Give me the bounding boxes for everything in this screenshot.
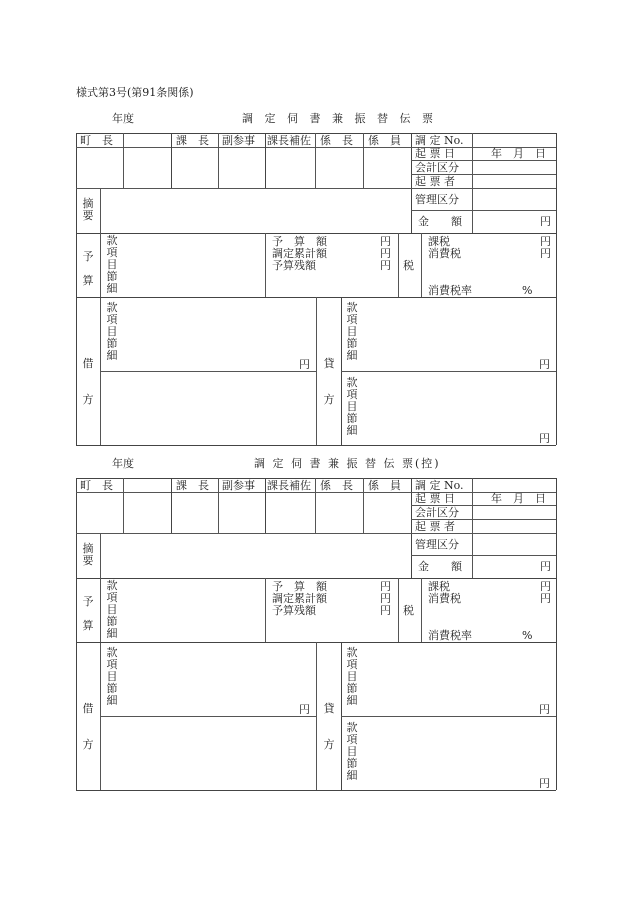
adjustment-no-field[interactable] (473, 479, 555, 491)
amount-label: 金 額 (418, 560, 462, 573)
summary-field[interactable] (101, 189, 410, 232)
stamp-box-assistant-chief[interactable] (266, 148, 314, 187)
grid-line (76, 233, 556, 234)
form-caption: 様式第3号(第91条関係) (76, 86, 194, 99)
approval-assistant-chief: 課長補佐 (267, 134, 311, 147)
issuer-label: 起 票 者 (415, 520, 455, 533)
grid-line (411, 210, 556, 211)
management-category-label: 管理区分 (415, 538, 459, 551)
budget-amount-label: 予 算 額 (272, 580, 327, 593)
approval-staff: 係 員 (368, 134, 401, 147)
stamp-box-deputy[interactable] (219, 148, 264, 187)
grid-line (411, 133, 412, 233)
approval-subsection-chief: 係 長 (320, 134, 353, 147)
tax-rate-label: 消費税率 (428, 284, 472, 297)
debit-extra-field[interactable] (101, 717, 315, 789)
budget-label: 予算 (82, 250, 94, 287)
remaining-label: 予算残額 (272, 604, 316, 617)
stamp-box-deputy[interactable] (219, 493, 264, 532)
debit-yen: 円 (299, 703, 310, 716)
tax-rate-label: 消費税率 (428, 629, 472, 642)
credit-items-label-1: 款項目節細 (346, 646, 358, 707)
management-category-field[interactable] (473, 189, 555, 209)
form-title: 調 定 伺 書 兼 振 替 伝 票 (242, 112, 437, 125)
amount-yen-unit: 円 (540, 560, 551, 573)
grid-line (316, 642, 317, 790)
grid-line (421, 233, 422, 297)
summary-label: 摘要 (82, 197, 94, 222)
taxable-yen: 円 (540, 235, 551, 248)
account-category-label: 会計区分 (415, 506, 459, 519)
stamp-box-mayor[interactable] (77, 148, 122, 187)
credit-yen-1: 円 (539, 703, 550, 716)
approval-subsection-chief: 係 長 (320, 479, 353, 492)
adjustment-no-label: 調 定 No. (415, 134, 464, 147)
approval-staff: 係 員 (368, 479, 401, 492)
stamp-box-subsection-chief[interactable] (316, 493, 362, 532)
issue-date-field[interactable]: 年 月 日 (491, 147, 546, 160)
form-title: 調 定 伺 書 兼 振 替 伝 票(控) (254, 457, 441, 470)
credit-yen-1: 円 (539, 358, 550, 371)
stamp-box-section-chief[interactable] (172, 148, 217, 187)
voucher-form-original (0, 0, 630, 445)
amount-yen-unit: 円 (540, 215, 551, 228)
issue-date-label: 起 票 日 (415, 492, 455, 505)
cumulative-label: 調定累計額 (272, 592, 327, 605)
budget-amount-label: 予 算 額 (272, 235, 327, 248)
credit-yen-2: 円 (539, 432, 550, 445)
budget-items-label: 款項目節細 (106, 234, 118, 295)
stamp-box-assistant-chief[interactable] (266, 493, 314, 532)
cumulative-yen: 円 (380, 592, 391, 605)
credit-label: 貸方 (323, 357, 335, 406)
credit-items-label-2: 款項目節細 (346, 376, 358, 437)
debit-items-label: 款項目節細 (106, 301, 118, 362)
remaining-label: 予算残額 (272, 259, 316, 272)
credit-entry-field-2[interactable] (360, 717, 536, 789)
issuer-field[interactable] (473, 175, 555, 187)
grid-line (123, 133, 124, 188)
account-category-field[interactable] (473, 506, 555, 518)
consumption-tax-label: 消費税 (428, 592, 461, 605)
taxable-label: 課税 (428, 580, 450, 593)
approval-assistant-chief: 課長補佐 (267, 479, 311, 492)
summary-label: 摘要 (82, 542, 94, 567)
fiscal-year-label: 年度 (112, 112, 134, 125)
tax-rate-percent: % (522, 629, 533, 642)
account-category-field[interactable] (473, 161, 555, 173)
consumption-tax-yen: 円 (540, 247, 551, 260)
tax-label: 税 (403, 259, 414, 272)
approval-section-chief: 課 長 (176, 479, 209, 492)
grid-line (265, 233, 266, 297)
grid-line (421, 578, 422, 642)
issue-date-label: 起 票 日 (415, 147, 455, 160)
border-right (556, 478, 557, 790)
taxable-label: 課税 (428, 235, 450, 248)
approval-deputy: 副参事 (222, 479, 255, 492)
grid-line (76, 578, 556, 579)
credit-yen-2: 円 (539, 777, 550, 790)
stamp-box-section-chief[interactable] (172, 493, 217, 532)
credit-entry-field-1[interactable] (360, 643, 536, 715)
budget-items-label: 款項目節細 (106, 579, 118, 640)
remaining-yen: 円 (380, 604, 391, 617)
border-bottom (76, 790, 556, 791)
debit-entry-field[interactable] (120, 643, 296, 715)
cumulative-label: 調定累計額 (272, 247, 327, 260)
taxable-yen: 円 (540, 580, 551, 593)
credit-items-label-1: 款項目節細 (346, 301, 358, 362)
credit-label: 貸方 (323, 702, 335, 751)
amount-label: 金 額 (418, 215, 462, 228)
issuer-label: 起 票 者 (415, 175, 455, 188)
tax-label: 税 (403, 604, 414, 617)
debit-items-label: 款項目節細 (106, 646, 118, 707)
stamp-box-subsection-chief[interactable] (316, 148, 362, 187)
remaining-yen: 円 (380, 259, 391, 272)
account-category-label: 会計区分 (415, 161, 459, 174)
approval-mayor: 町 長 (80, 479, 113, 492)
management-category-label: 管理区分 (415, 193, 459, 206)
adjustment-no-label: 調 定 No. (415, 479, 464, 492)
fiscal-year-label: 年度 (112, 457, 134, 470)
approval-mayor: 町 長 (80, 134, 113, 147)
issue-date-field[interactable]: 年 月 日 (491, 492, 546, 505)
approval-deputy: 副参事 (222, 134, 255, 147)
stamp-box-staff[interactable] (364, 148, 410, 187)
stamp-box-staff[interactable] (364, 493, 410, 532)
cumulative-yen: 円 (380, 247, 391, 260)
adjustment-no-field[interactable] (473, 134, 555, 146)
budget-amount-yen: 円 (380, 580, 391, 593)
stamp-box-mayor[interactable] (77, 493, 122, 532)
debit-label: 借方 (82, 357, 94, 406)
approval-section-chief: 課 長 (176, 134, 209, 147)
grid-line (411, 555, 556, 556)
grid-line (398, 233, 399, 297)
grid-line (398, 578, 399, 642)
issuer-field[interactable] (473, 520, 555, 532)
debit-yen: 円 (299, 358, 310, 371)
consumption-tax-label: 消費税 (428, 247, 461, 260)
tax-rate-percent: % (522, 284, 533, 297)
debit-label: 借方 (82, 702, 94, 751)
budget-label: 予算 (82, 595, 94, 632)
grid-line (123, 478, 124, 533)
consumption-tax-yen: 円 (540, 592, 551, 605)
voucher-form-copy (0, 345, 630, 790)
credit-items-label-2: 款項目節細 (346, 721, 358, 782)
summary-field[interactable] (101, 534, 410, 577)
budget-amount-yen: 円 (380, 235, 391, 248)
grid-line (265, 578, 266, 642)
management-category-field[interactable] (473, 534, 555, 554)
grid-line (411, 478, 412, 578)
